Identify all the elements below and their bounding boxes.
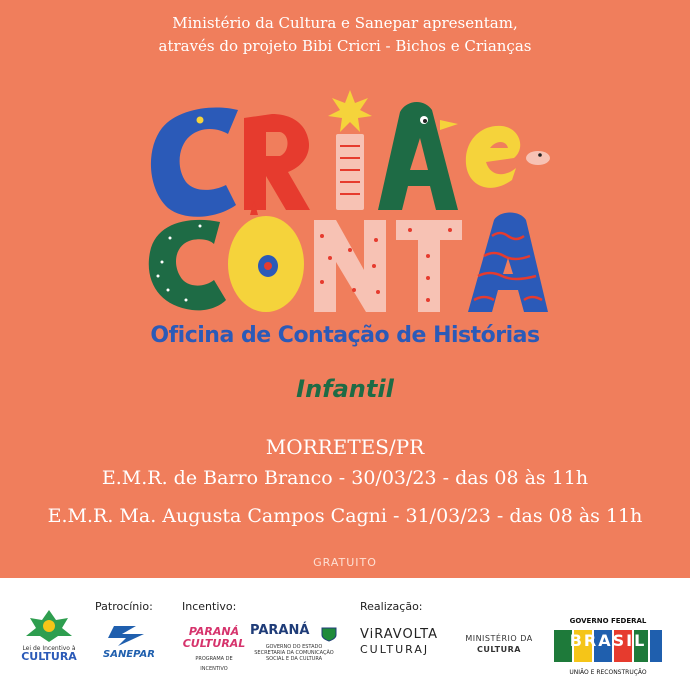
parana-cultural-logo	[182, 625, 246, 672]
logo-letter-c-1	[151, 107, 238, 216]
viravolta-line-1: ViRAVOLTA	[360, 627, 438, 642]
sponsor-footer	[0, 578, 690, 690]
lei-big-text: CULTURA	[21, 650, 77, 663]
intro-line-2: através do projeto Bibi Cricri - Bichos e Crianças	[158, 37, 532, 55]
event-price: GRATUITO	[313, 556, 377, 569]
incentive-label: Incentivo:	[182, 600, 237, 613]
governo-federal-bottom: UNIÃO E RECONSTRUÇÃO	[569, 669, 647, 676]
logo-letter-e	[466, 126, 520, 188]
event-session-2: E.M.R. Ma. Augusta Campos Cagni - 31/03/23 - das 08 às 11h	[47, 505, 643, 527]
realization-label: Realização:	[360, 600, 423, 613]
ministerio-line-1: MINISTÉRIO DA	[465, 634, 533, 643]
ministerio-line-2: CULTURA	[477, 645, 521, 654]
lei-incentivo-logo	[20, 608, 78, 668]
parana-gov-sub-3: SOCIAL E DA CULTURA	[265, 656, 323, 662]
sanepar-icon	[96, 622, 162, 648]
brasil-name: BRASIL	[569, 631, 647, 650]
parana-cultural-sub: PROGRAMA DE INCENTIVO	[195, 656, 233, 672]
ministerio-logo	[456, 634, 542, 658]
event-session-1: E.M.R. de Barro Branco - 30/03/23 - das 08 às 11h	[101, 467, 589, 489]
cria-e-conta-logo	[0, 0, 690, 330]
sponsorship-label: Patrocínio:	[95, 600, 153, 613]
governo-federal-top: GOVERNO FEDERAL	[569, 617, 647, 625]
governo-federal-logo	[552, 616, 664, 678]
event-city: MORRETES/PR	[265, 435, 425, 459]
logo-letter-c-2	[149, 220, 226, 310]
intro-line-1: Ministério da Cultura e Sanepar apresentam,	[172, 14, 518, 32]
parana-cultural-title: PARANÁ CULTURAL	[182, 625, 246, 650]
parana-gov-sub-1: GOVERNO DO ESTADO	[265, 644, 323, 650]
audience-label: Infantil	[296, 375, 394, 403]
viravolta-line-2: CULTURAJ	[360, 643, 430, 656]
parana-gov-sub-2: SECRETARIA DA COMUNICAÇÃO	[254, 650, 334, 656]
logo-letter-r	[244, 114, 310, 210]
parana-gov-title: PARANÁ	[250, 623, 310, 638]
lei-small-text: Lei de Incentivo à	[22, 645, 76, 652]
star-icon	[328, 90, 372, 132]
lei-incentivo-icon	[20, 608, 78, 642]
sanepar-logo	[96, 622, 162, 662]
workshop-subtitle: Oficina de Contação de Histórias	[150, 323, 540, 348]
viravolta-logo	[360, 627, 442, 660]
logo-letter-t	[396, 220, 462, 312]
parana-coat-of-arms-icon	[320, 626, 338, 642]
sanepar-text: SANEPAR	[103, 649, 155, 660]
parana-gov-logo	[250, 623, 342, 666]
